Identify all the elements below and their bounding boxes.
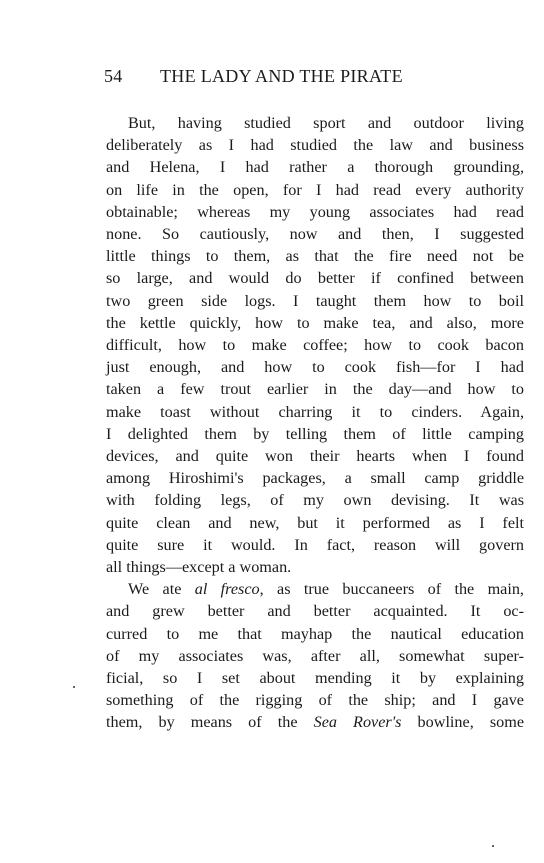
text-line: taken a few trout earlier in the day—and how to xyxy=(106,380,524,399)
text-line: the kettle quickly, how to make tea, and also, more xyxy=(106,313,524,332)
text-line: just enough, and how to cook fish—for I had xyxy=(106,358,524,377)
text-line: quite clean and new, but it performed as I felt xyxy=(106,513,524,532)
text-line: We ate al fresco, as true buccaneers of the main, xyxy=(128,580,524,599)
stray-mark xyxy=(73,686,75,688)
text-line: make toast without charring it to cinders. Again, xyxy=(106,402,524,421)
text-line: among Hiroshimi's packages, a small camp griddle xyxy=(106,469,524,488)
text-line: of my associates was, after all, somewhat super- xyxy=(106,646,524,665)
text-line: them, by means of the Sea Rover's bowline, some xyxy=(106,713,525,732)
text-line: something of the rigging of the ship; and I gave xyxy=(106,691,524,710)
italic-phrase: Sea Rover's xyxy=(313,713,402,732)
text-line: ficial, so I set about mending it by explaining xyxy=(106,669,524,687)
text-line: with folding legs, of my own devising. It was xyxy=(106,491,524,510)
text-line: and grew better and better acquainted. It oc- xyxy=(106,602,524,621)
italic-phrase: al fresco xyxy=(194,580,260,599)
text-line: devices, and quite won their hearts when I found xyxy=(106,447,524,465)
text-line: so large, and would do better if confined between xyxy=(106,269,524,288)
text-line: obtainable; whereas my young associates had read xyxy=(106,202,524,221)
text-line: deliberately as I had studied the law and business xyxy=(106,136,524,155)
text-line: But, having studied sport and outdoor living xyxy=(128,114,524,132)
text-line: curred to me that mayhap the nautical education xyxy=(106,624,524,643)
text-line: difficult, how to make coffee; how to cook bacon xyxy=(106,336,524,354)
page-header xyxy=(104,64,524,88)
text-line: I delighted them by telling them of little camping xyxy=(106,424,524,443)
text-line: on life in the open, for I had read every authority xyxy=(106,180,524,199)
stray-mark xyxy=(492,845,494,847)
text-line: none. So cautiously, now and then, I suggested xyxy=(106,225,524,243)
text-line: and Helena, I had rather a thorough grounding, xyxy=(106,158,524,177)
text-line: two green side logs. I taught them how to boil xyxy=(106,291,524,310)
page-number: 54 xyxy=(104,66,123,86)
text-line: little things to them, as that the fire need not be xyxy=(106,247,524,266)
running-title: THE LADY AND THE PIRATE xyxy=(160,66,403,86)
text-line: all things—except a woman. xyxy=(106,558,292,576)
text-line: quite sure it would. In fact, reason will govern xyxy=(106,535,524,554)
